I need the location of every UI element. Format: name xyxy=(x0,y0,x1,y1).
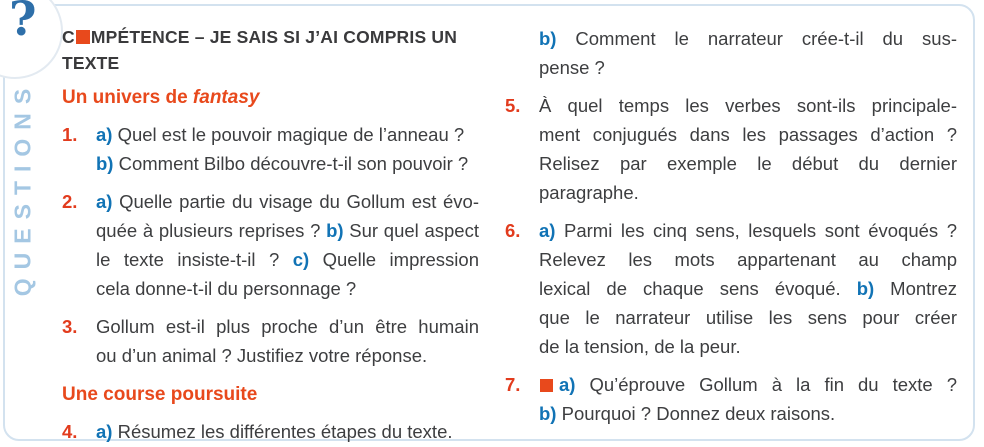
letter-marker: b) xyxy=(96,153,114,174)
text-segment: Quelle impression xyxy=(309,249,479,270)
text-segment: Une course poursuite xyxy=(62,384,258,405)
text-segment: C xyxy=(62,27,75,47)
text-line xyxy=(539,91,957,120)
text-segment: quée à plusieurs reprises ? xyxy=(96,220,327,241)
text-segment: Quelle partie du visage du Gollum est évo- xyxy=(112,191,479,212)
competence-title xyxy=(62,24,479,76)
letter-marker: b) xyxy=(856,278,875,299)
text-line xyxy=(539,24,957,53)
question-item xyxy=(505,370,957,428)
text-segment: Un univers de xyxy=(62,87,193,108)
text-segment: Comment le narrateur crée-t-il du sus- xyxy=(556,28,957,49)
text-segment: Résumez les différentes étapes du texte. xyxy=(112,421,453,442)
orange-square-icon xyxy=(540,379,553,392)
text-line xyxy=(96,149,479,178)
text-line xyxy=(539,332,957,361)
question-text xyxy=(96,187,479,303)
column-right xyxy=(505,24,957,428)
letter-marker: a) xyxy=(96,124,113,145)
question-number: 1. xyxy=(62,124,78,145)
text-segment: lexical de chaque sens évoqué. xyxy=(539,278,857,299)
question-text xyxy=(539,91,957,207)
text-line xyxy=(539,370,957,399)
question-number: 7. xyxy=(505,374,521,395)
text-line xyxy=(96,187,479,216)
text-segment: Montrez xyxy=(874,278,958,299)
section-heading xyxy=(62,382,479,408)
text-line xyxy=(96,216,479,245)
question-number: 6. xyxy=(505,220,521,241)
letter-marker: a) xyxy=(539,220,556,241)
text-line xyxy=(539,178,957,207)
text-line xyxy=(539,53,957,82)
letter-marker: b) xyxy=(539,28,557,49)
text-line xyxy=(539,399,957,428)
text-line xyxy=(96,312,479,341)
letter-marker: a) xyxy=(559,374,576,395)
text-segment: Pourquoi ? Donnez deux raisons. xyxy=(556,403,836,424)
question-item xyxy=(505,216,957,361)
text-line xyxy=(96,274,479,303)
sidebar xyxy=(0,80,46,296)
section-heading xyxy=(62,85,479,111)
question-item xyxy=(62,417,479,446)
text-segment: Sur quel aspect xyxy=(343,220,479,241)
question-mark-icon: ? xyxy=(9,0,37,47)
text-segment: Comment Bilbo découvre-t-il son pouvoir ? xyxy=(113,153,469,174)
question-number: 2. xyxy=(62,191,78,212)
letter-marker: a) xyxy=(96,191,113,212)
question-text xyxy=(539,24,957,82)
text-segment: Relisez par exemple le début du dernier xyxy=(539,153,957,174)
question-text xyxy=(96,312,479,370)
text-segment: À quel temps les verbes sont-ils principale- xyxy=(539,95,957,116)
text-line xyxy=(539,149,957,178)
text-segment: paragraphe. xyxy=(539,182,639,203)
letter-marker: b) xyxy=(326,220,344,241)
question-item xyxy=(505,24,957,82)
question-text xyxy=(96,417,479,446)
text-line xyxy=(96,417,479,446)
text-line xyxy=(539,216,957,245)
text-segment: ou d’un animal ? Justifiez votre réponse. xyxy=(96,345,428,366)
text-segment: Qu’éprouve Gollum à la fin du texte ? xyxy=(575,374,957,395)
text-line xyxy=(539,303,957,332)
text-segment: Relevez les mots appartenant au champ xyxy=(539,249,957,270)
text-segment: cela donne-t-il du personnage ? xyxy=(96,278,357,299)
sidebar-label: QUESTIONS xyxy=(9,79,36,297)
question-item xyxy=(62,312,479,370)
text-line xyxy=(539,120,957,149)
text-segment: ment conjugués dans les passages d’action ? xyxy=(539,124,957,145)
orange-square-icon xyxy=(76,30,90,44)
question-text xyxy=(539,216,957,361)
text-line xyxy=(539,274,957,303)
question-text xyxy=(539,370,957,428)
question-item xyxy=(62,187,479,303)
text-segment: que le narrateur utilise les sens pour créer xyxy=(539,307,957,328)
question-item xyxy=(62,120,479,178)
text-line xyxy=(96,341,479,370)
text-segment: de la tension, de la peur. xyxy=(539,336,741,357)
letter-marker: a) xyxy=(96,421,113,442)
text-segment: fantasy xyxy=(192,87,260,108)
question-item xyxy=(505,91,957,207)
question-text xyxy=(96,120,479,178)
text-line xyxy=(96,120,479,149)
text-segment: Parmi les cinq sens, lesquels sont évoqués ? xyxy=(555,220,957,241)
question-number: 4. xyxy=(62,421,78,442)
text-segment: MPÉTENCE – JE SAIS SI J’AI COMPRIS UN TEXTE xyxy=(62,27,458,73)
letter-marker: c) xyxy=(292,249,310,270)
column-left xyxy=(62,24,479,446)
text-line xyxy=(539,245,957,274)
text-segment: Quel est le pouvoir magique de l’anneau ? xyxy=(112,124,465,145)
question-number: 3. xyxy=(62,316,78,337)
letter-marker: b) xyxy=(539,403,557,424)
text-segment: le texte insiste-t-il ? xyxy=(96,249,293,270)
text-segment: Gollum est-il plus proche d’un être humain xyxy=(96,316,479,337)
text-line xyxy=(96,245,479,274)
question-number: 5. xyxy=(505,95,521,116)
text-segment: pense ? xyxy=(539,57,605,78)
question-number xyxy=(505,24,539,82)
